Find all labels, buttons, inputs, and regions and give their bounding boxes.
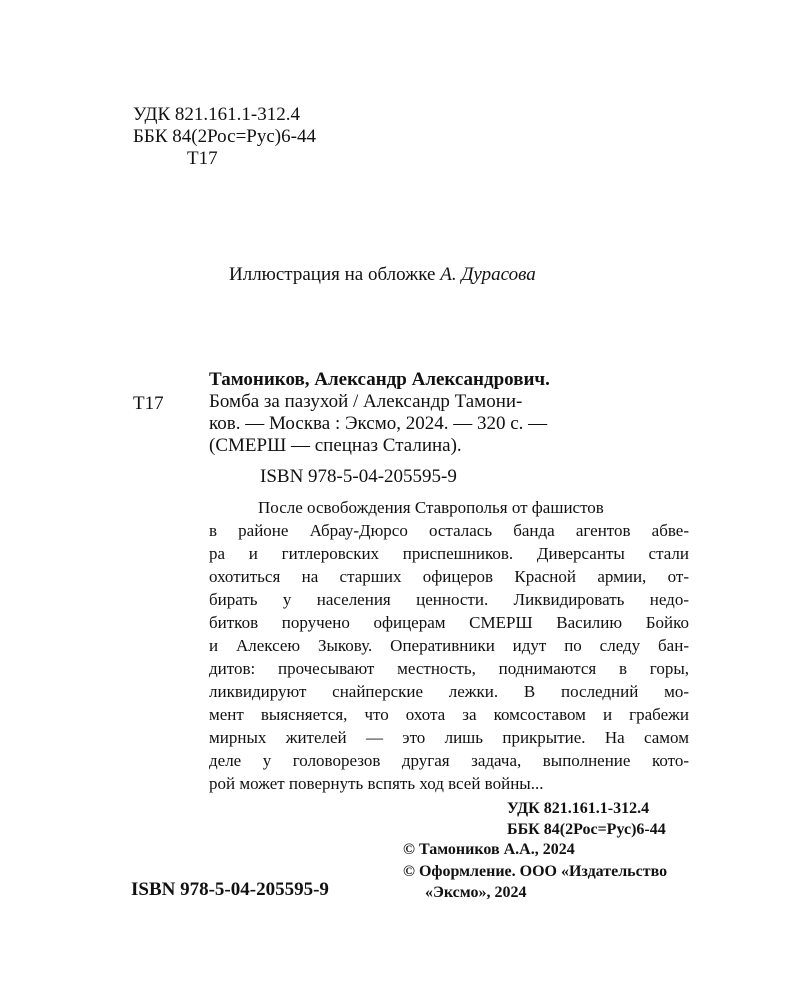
- bbk-code: ББК 84(2Рос=Рус)6-44: [133, 126, 316, 147]
- annotation-line: мент выясняется, что охота за комсоставом и грабежи: [209, 705, 689, 724]
- bottom-udk-code: УДК 821.161.1-312.4: [507, 800, 650, 817]
- copyright-line: «Эксмо», 2024: [425, 884, 527, 901]
- annotation-line: После освобождения Ставрополья от фашистов: [258, 498, 604, 517]
- annotation-line: рой может повернуть вспять ход всей войны...: [209, 774, 544, 793]
- annotation-line: и Алексею Зыкову. Оперативники идут по следу бан-: [209, 636, 689, 655]
- bibliographic-line: (СМЕРШ — спецназ Сталина).: [209, 435, 462, 456]
- illustration-credit-prefix: Иллюстрация на обложке: [229, 264, 441, 285]
- annotation-line: бирать у населения ценности. Ликвидировать недо-: [209, 590, 689, 609]
- bibliographic-line: ков. — Москва : Эксмо, 2024. — 320 с. —: [209, 413, 548, 434]
- annotation-line: деле у головорезов другая задача, выполнение кото-: [209, 751, 689, 770]
- author-mark: Т17: [187, 148, 218, 169]
- bibliographic-isbn: ISBN 978-5-04-205595-9: [260, 466, 457, 487]
- annotation-line: в районе Абрау-Дюрсо осталась банда агентов абве-: [209, 521, 689, 540]
- copyright-line: © Тамоников А.А., 2024: [403, 841, 575, 858]
- bibliographic-heading: Тамоников, Александр Александрович.: [209, 369, 550, 390]
- annotation-line: мирных жителей — это лишь прикрытие. На самом: [209, 728, 689, 747]
- bottom-bbk-code: ББК 84(2Рос=Рус)6-44: [507, 821, 666, 838]
- illustration-artist: А. Дурасова: [440, 264, 536, 285]
- annotation-line: битков поручено офицерам СМЕРШ Василию Бойко: [209, 613, 689, 632]
- copyright-line: © Оформление. ООО «Издательство: [403, 863, 668, 880]
- annotation-line: охотиться на старших офицеров Красной армии, от-: [209, 567, 689, 586]
- footer-isbn: ISBN 978-5-04-205595-9: [131, 879, 329, 900]
- illustration-credit: [229, 264, 536, 286]
- udk-code: УДК 821.161.1-312.4: [133, 104, 300, 125]
- annotation-line: ликвидируют снайперские лежки. В последний мо-: [209, 682, 689, 701]
- annotation-line: дитов: прочесывают местность, поднимаются в горы,: [209, 659, 689, 678]
- annotation-line: ра и гитлеровских приспешников. Диверсанты стали: [209, 544, 689, 563]
- annotation: [209, 496, 689, 795]
- bibliographic-line: Бомба за пазухой / Александр Тамони-: [209, 391, 523, 412]
- bibliographic-author-mark: Т17: [133, 393, 164, 414]
